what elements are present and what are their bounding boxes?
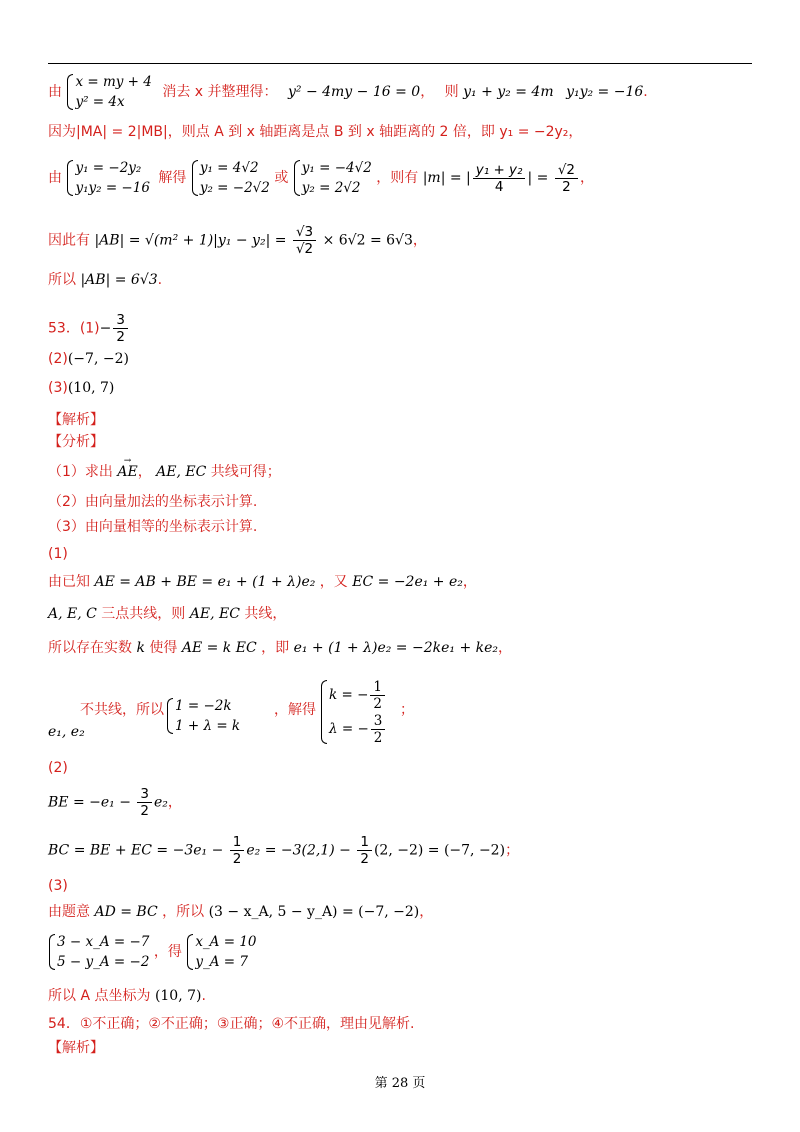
text-you: 由	[48, 84, 62, 100]
fraction: $\frac{1}{2}$	[230, 834, 245, 867]
equation-system: x = my + 4 y² = 4x	[66, 72, 151, 112]
part1-line-1: 由已知 AE = AB + BE = e₁ + (1 + λ)e₂ ，又 EC = −2e₁ + e₂，	[48, 574, 477, 590]
fraction: $\frac{√3}{√2}$	[293, 224, 316, 257]
part1-line-3: 所以存在实数 k 使得 AE = k EC ，即 e₁ + (1 + λ)e₂ = −2ke₁ + ke₂，	[48, 640, 512, 656]
part2-line-2: BC = BE + EC = −3e₁ − $\frac{1}{2}$ e₂ = −3(2,1) − $\frac{1}{2}$ (2, −2) = (−7, −2)；	[48, 834, 520, 867]
solution-system-2: y₁ = −4√2 y₂ = 2√2	[293, 158, 372, 198]
solution-system: x_A = 10 y_A = 7	[186, 932, 256, 972]
section-jiexi: 【解析】	[48, 412, 104, 428]
line-distance-ratio: 因为|MA| = 2|MB|，则点 A 到 x 轴距离是点 B 到 x 轴距离的 2 倍，即 y₁ = −2y₂，	[48, 124, 583, 140]
q54-answer: 54．①不正确；②不正确；③正确；④不正确，理由见解析.	[48, 1016, 415, 1032]
q53-answer-1: 53．(1)− $\frac{3}{2}$	[48, 312, 130, 345]
section-jiexi-2: 【解析】	[48, 1040, 104, 1056]
solution-system-1: y₁ = 4√2 y₂ = −2√2	[191, 158, 270, 198]
q53-answer-3: (3)(10, 7)	[48, 380, 115, 396]
part2-line-1: BE = −e₁ − $\frac{3}{2}$ e₂，	[48, 786, 182, 819]
line-system-substitute: 由 x = my + 4 y² = 4x 消去 x 并整理得： y² − 4my − 16 = 0， 则 y₁ + y₂ = 4m y₁y₂ = −16.	[48, 74, 648, 110]
fraction: $\frac{\text{y₁ + y₂}}{4}$	[473, 162, 526, 195]
part3-line-1: 由题意 AD = BC ，所以 (3 − x_A, 5 − y_A) = (−7, −2)，	[48, 904, 434, 920]
page-number: 第 28 页	[374, 1076, 426, 1091]
part3-conclusion: 所以 A 点坐标为 (10, 7).	[48, 988, 206, 1004]
fraction: $\frac{√2}{2}$	[555, 162, 578, 195]
analysis-2: （2）由向量加法的坐标表示计算.	[48, 494, 258, 510]
equation-system: y₁ = −2y₂ y₁y₂ = −16	[66, 158, 149, 198]
analysis-3: （3）由向量相等的坐标表示计算.	[48, 519, 258, 535]
analysis-1: （1）求出 AE →， AE, EC 共线可得；	[48, 462, 281, 482]
section-fenxi: 【分析】	[48, 434, 104, 450]
part1-line-2: A, E, C 三点共线，则 AE, EC 共线，	[48, 606, 287, 622]
line-ab-length: 因此有 |AB| = √(m² + 1)|y₁ − y₂| = $\frac{√3}{√2}$ × 6√2 = 6√3，	[48, 224, 427, 257]
q53-answer-2: (2)(−7, −2)	[48, 351, 129, 367]
solution-system: k = − $\frac{1}{2}$ λ = − $\frac{3}{2}$	[320, 678, 387, 746]
part-3-label: (3)	[48, 878, 68, 894]
equation-system: 1 = −2k 1 + λ = k	[166, 696, 240, 736]
part-1-label: (1)	[48, 546, 68, 562]
equation-system: 3 − x_A = −7 5 − y_A = −2	[48, 932, 149, 972]
line-solve-system: 由 y₁ = −2y₂ y₁y₂ = −16 解得 y₁ = 4√2 y₂ = −2√2 或 y₁ = −4√2 y₂ = 2√2 ，则有 |m| = | $\frac{\text{y₁ + y₂}}{4}$ | = $\frac{√2}{2}$ ，	[48, 160, 595, 196]
fraction: $\frac{3}{2}$	[113, 312, 128, 345]
part-2-label: (2)	[48, 760, 68, 776]
line-conclusion: 所以 |AB| = 6√3.	[48, 272, 163, 288]
fraction: $\frac{3}{2}$	[137, 786, 152, 819]
part3-line-2: 3 − x_A = −7 5 − y_A = −2 ，得 x_A = 10 y_A = 7	[48, 932, 257, 972]
fraction: $\frac{1}{2}$	[357, 834, 372, 867]
header-rule	[48, 63, 752, 64]
